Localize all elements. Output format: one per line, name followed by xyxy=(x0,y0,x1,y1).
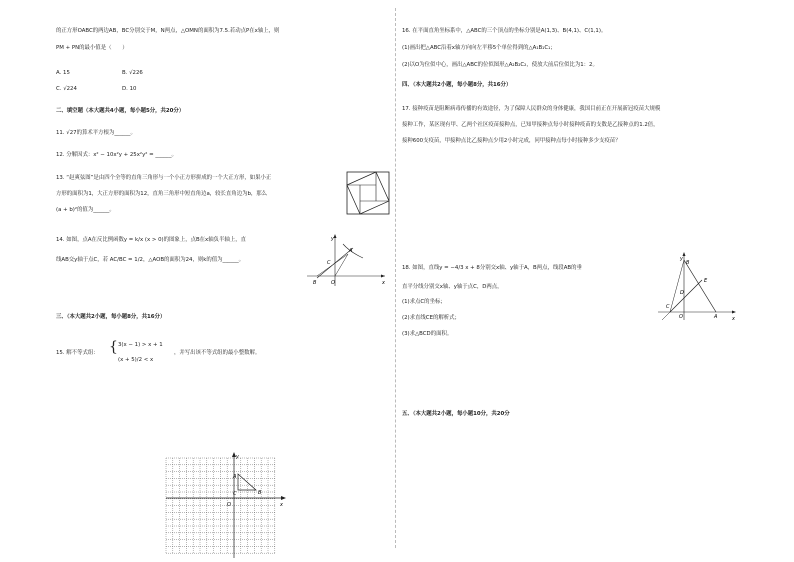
q18-line2: 直平分线分别交x轴、y轴于点C，D两点， xyxy=(402,284,503,290)
q18fig-a-label: A xyxy=(714,314,718,320)
q15-inequality-2: (x + 5)/2 < x xyxy=(118,357,154,363)
q14-line2: 线AB交y轴于点C，若 AC/BC = 1/2，△AOB的面积为24，则k的值为______。 xyxy=(56,257,245,263)
gridfig-c-label: C xyxy=(233,491,237,497)
q10-option-b: B. √226 xyxy=(122,70,143,76)
gridfig-x-label: x xyxy=(280,502,283,508)
q18-sub1: (1)求点C的坐标； xyxy=(402,299,446,305)
q15-tail: ，并写出该不等式组的最小整数解。 xyxy=(174,350,261,356)
q18fig-b-label: B xyxy=(686,260,690,266)
q18fig-e-label: E xyxy=(704,278,708,284)
section-5-heading: 五、（本大题共2小题，每小题10分，共20分 xyxy=(402,411,510,417)
column-divider xyxy=(395,8,396,548)
q16-line1: 16. 在平面直角坐标系中，△ABC的三个顶点的坐标分别是A(1,3)、B(4,1)、C(1,1)。 xyxy=(402,28,607,34)
q10-option-d: D. 10 xyxy=(122,86,137,92)
q18fig-o-label: O xyxy=(679,314,683,320)
q18fig-c-label: C xyxy=(666,304,670,310)
section-2-heading: 二、填空题（本大题共4小题，每小题5分，共20分） xyxy=(56,108,185,114)
q13-line1: 13. “赵爽弦图”是由四个全等的直角三角形与一个小正方形拼成的一个大正方形，如果小正 xyxy=(56,175,272,181)
q18-figure xyxy=(654,250,738,322)
q14-figure xyxy=(303,232,387,288)
q15-inequality-1: 3(x − 1) > x + 1 xyxy=(118,342,163,348)
q16-line3: (2)以O为位似中心，画出△ABC的位似图形△A₂B₂C₂，使放大前后位似比为1：2。 xyxy=(402,62,598,68)
q13-line3: (a + b)²的值为______。 xyxy=(56,207,115,213)
q15-brace: { xyxy=(109,339,118,355)
q10-option-a: A. 15 xyxy=(56,70,70,76)
q18-sub3: (3)求△BCD的面积。 xyxy=(402,331,453,337)
q14-line1: 14. 如图，点A在反比例函数y = k/x (x > 0)的图象上，点B在x轴负半轴上，直 xyxy=(56,237,246,243)
q18fig-d-label: D xyxy=(680,290,684,296)
q14fig-a-label: A xyxy=(349,248,353,254)
q17-line1: 17. 接种疫苗是阻断病毒传播的有效途径，为了保障人民群众的身体健康，我国目前正在开展新冠疫苗大规模 xyxy=(402,106,661,112)
q17-line2: 接种工作，某区现有甲、乙两个社区疫苗接种点，已知甲接种点每小时接种疫苗的支数是乙接种点的1.2倍， xyxy=(402,122,659,128)
q10-line1: 的正方形OABC的两边AB，BC分别交于M，N两点，△OMN的面积为7.5.若动点P在x轴上，则 xyxy=(56,28,280,34)
gridfig-b-label: B xyxy=(258,490,262,496)
section-3-heading: 三、（本大题共2小题，每小题8分，共16分） xyxy=(56,314,166,320)
q10-line2: PM + PN的最小值是（ ） xyxy=(56,45,128,51)
q14fig-o-label: O xyxy=(331,280,335,286)
q14fig-y-label: y xyxy=(331,236,334,242)
q12-text: 12. 分解因式：x² − 10x²y + 25x²y² = ______。 xyxy=(56,152,177,158)
q17-line3: 接种600支疫苗，甲接种点比乙接种点少用2小时完成，问甲接种点每小时接种多少支疫苗？ xyxy=(402,138,621,144)
gridfig-o-label: O xyxy=(227,502,231,508)
q14fig-c-label: C xyxy=(327,260,331,266)
q16-line2: (1)画出把△ABC沿着x轴方向向左平移5个单位得到的△A₁B₁C₁； xyxy=(402,45,556,51)
q10-option-c: C. √224 xyxy=(56,86,77,92)
zhaoshuang-square-figure xyxy=(346,171,390,215)
gridfig-a-label: A xyxy=(233,474,237,480)
q18-sub2: (2)求直线CE的解析式； xyxy=(402,315,460,321)
q14fig-b-label: B xyxy=(313,280,317,286)
q15-lead: 15. 解不等式组： xyxy=(56,350,99,356)
q14fig-x-label: x xyxy=(382,280,385,286)
q18fig-x-label: x xyxy=(732,316,735,322)
q18fig-y-label: y xyxy=(680,256,683,262)
q16-grid-figure xyxy=(160,450,290,562)
q18-line1: 18. 如图，直线y = −4/3 x + 8分别交x轴、y轴于A，B两点，线段AB的垂 xyxy=(402,265,582,271)
q11-text: 11. √27的算术平方根为______。 xyxy=(56,130,136,136)
q13-line2: 方形的面积为1，大正方形的面积为12，直角三角形中短直角边a，较长直角边为b，那么 xyxy=(56,191,268,197)
section-4-heading: 四、（本大题共2小题，每小题8分，共16分） xyxy=(402,82,512,88)
gridfig-y-label: y xyxy=(236,454,239,460)
